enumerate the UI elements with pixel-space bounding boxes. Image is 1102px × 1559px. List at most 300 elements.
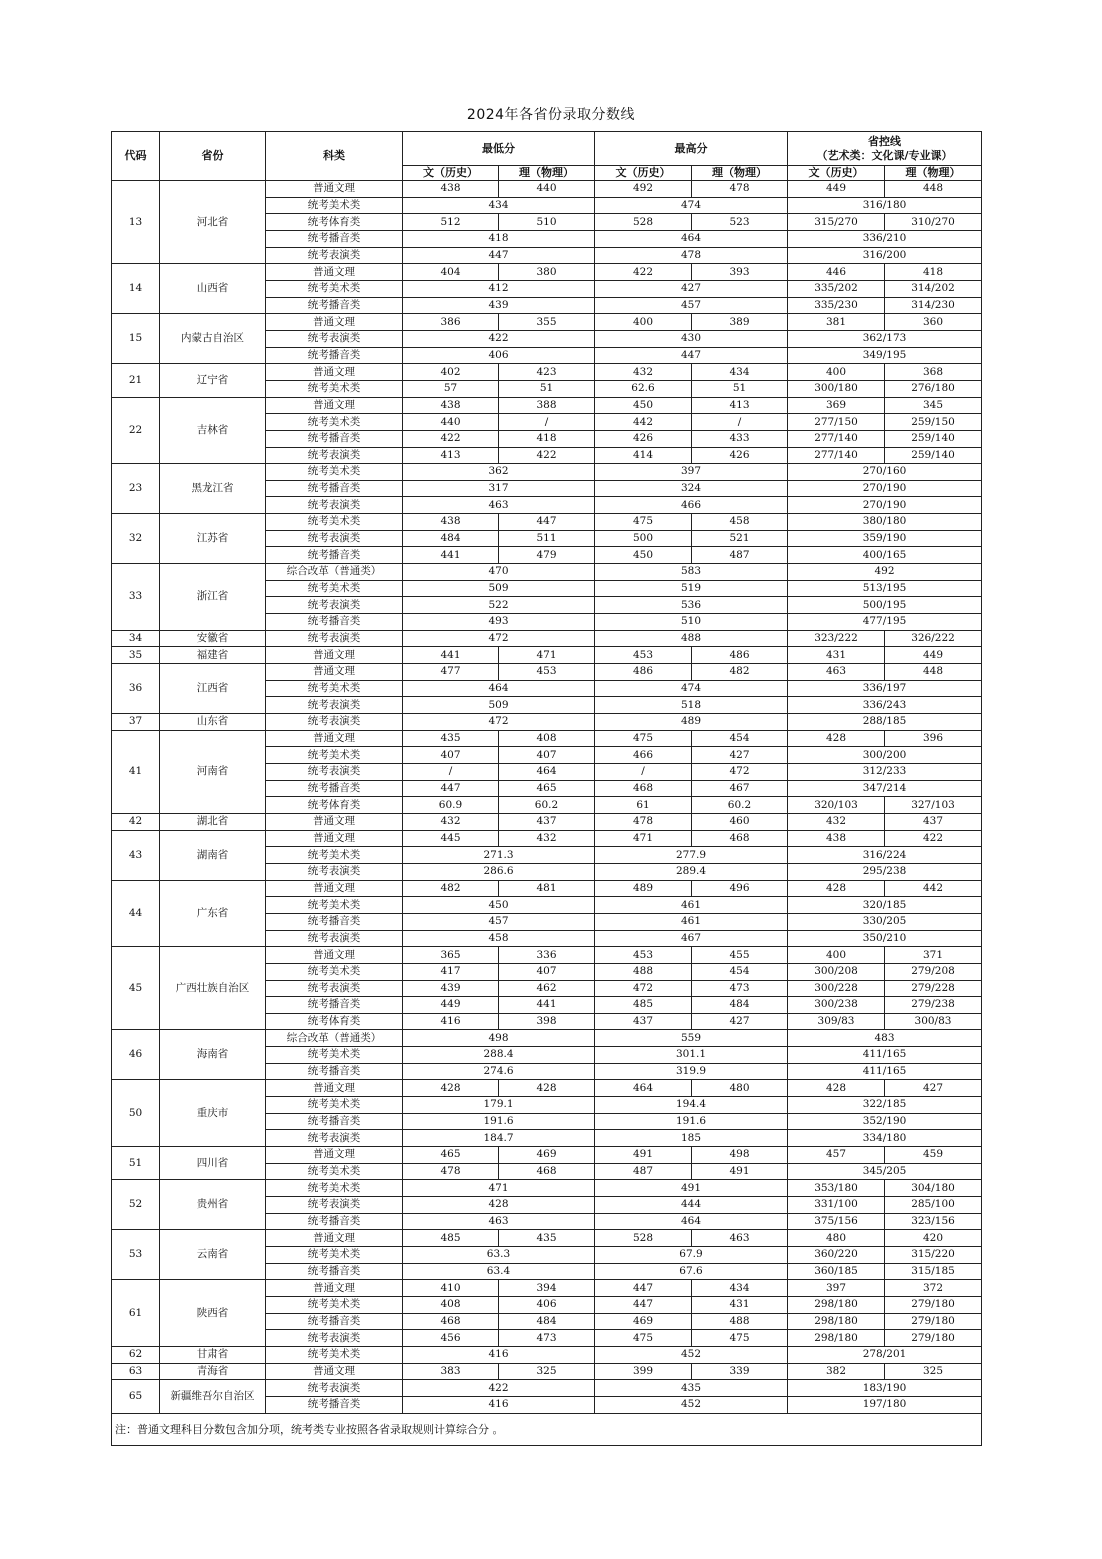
ctl-li-cell: 304/180: [885, 1180, 982, 1197]
min-wen-cell: 468: [403, 1313, 499, 1330]
ctl-wen-cell: 438: [788, 830, 885, 847]
ctl-li-cell: 327/103: [885, 797, 982, 814]
ctl-wen-cell: 360/185: [788, 1263, 885, 1280]
max-li-cell: 454: [692, 963, 788, 980]
max-li-cell: 482: [692, 664, 788, 681]
province-name: 云南省: [160, 1230, 266, 1280]
ctl-li-cell: 448: [885, 181, 982, 198]
category-cell: 统考表演类: [266, 497, 403, 514]
province-name: 甘肃省: [160, 1346, 266, 1363]
province-code: 33: [112, 564, 160, 631]
ctl-li-cell: 279/180: [885, 1296, 982, 1313]
ctl-li-cell: 276/180: [885, 380, 982, 397]
header-code: 代码: [112, 132, 160, 181]
table-row: [112, 1180, 982, 1197]
category-cell: 统考播音类: [266, 1213, 403, 1230]
min-wen-cell: 432: [403, 813, 499, 830]
max-wen-cell: 399: [595, 1363, 692, 1380]
ctl-wen-cell: 277/150: [788, 414, 885, 431]
ctl-merged-cell: 183/190: [788, 1380, 982, 1397]
ctl-wen-cell: 432: [788, 813, 885, 830]
category-cell: 普通文理: [266, 1230, 403, 1247]
category-cell: 统考美术类: [266, 1163, 403, 1180]
table-row: [112, 730, 982, 747]
province-name: 山东省: [160, 714, 266, 731]
min-merged-cell: 522: [403, 597, 595, 614]
table-row: [112, 647, 982, 664]
min-wen-cell: 57: [403, 380, 499, 397]
ctl-wen-cell: 300/208: [788, 963, 885, 980]
category-cell: 综合改革（普通类）: [266, 564, 403, 581]
min-merged-cell: 271.3: [403, 847, 595, 864]
table-row: [112, 947, 982, 964]
category-cell: 统考播音类: [266, 1396, 403, 1413]
max-li-cell: 458: [692, 514, 788, 531]
category-cell: 普通文理: [266, 364, 403, 381]
category-cell: 统考播音类: [266, 547, 403, 564]
category-cell: 统考表演类: [266, 447, 403, 464]
ctl-wen-cell: 300/180: [788, 380, 885, 397]
category-cell: 统考播音类: [266, 480, 403, 497]
min-li-cell: 511: [499, 530, 595, 547]
min-li-cell: 469: [499, 1147, 595, 1164]
province-code: 41: [112, 730, 160, 813]
min-wen-cell: 60.9: [403, 797, 499, 814]
min-wen-cell: 512: [403, 214, 499, 231]
min-merged-cell: 472: [403, 630, 595, 647]
max-wen-cell: 447: [595, 1280, 692, 1297]
table-row: [112, 1380, 982, 1397]
ctl-merged-cell: 347/214: [788, 780, 982, 797]
province-code: 13: [112, 181, 160, 264]
table-row: [112, 664, 982, 681]
province-code: 15: [112, 314, 160, 364]
province-code: 50: [112, 1080, 160, 1147]
table-row: [112, 1230, 982, 1247]
category-cell: 统考表演类: [266, 863, 403, 880]
category-cell: 普通文理: [266, 730, 403, 747]
max-merged-cell: 67.9: [595, 1247, 788, 1264]
min-wen-cell: 407: [403, 747, 499, 764]
max-merged-cell: 430: [595, 330, 788, 347]
min-merged-cell: 362: [403, 464, 595, 481]
category-cell: 普通文理: [266, 314, 403, 331]
ctl-wen-cell: 431: [788, 647, 885, 664]
max-li-cell: 472: [692, 763, 788, 780]
province-name: 重庆市: [160, 1080, 266, 1147]
min-li-cell: 418: [499, 430, 595, 447]
max-li-cell: 521: [692, 530, 788, 547]
min-li-cell: 462: [499, 980, 595, 997]
ctl-wen-cell: 360/220: [788, 1247, 885, 1264]
max-merged-cell: 427: [595, 280, 788, 297]
min-li-cell: 471: [499, 647, 595, 664]
max-merged-cell: 510: [595, 614, 788, 631]
min-wen-cell: 456: [403, 1330, 499, 1347]
max-wen-cell: 528: [595, 1230, 692, 1247]
category-cell: 统考表演类: [266, 597, 403, 614]
category-cell: 统考播音类: [266, 997, 403, 1014]
ctl-wen-cell: 428: [788, 880, 885, 897]
min-li-cell: 51: [499, 380, 595, 397]
category-cell: 统考表演类: [266, 714, 403, 731]
category-cell: 统考表演类: [266, 980, 403, 997]
ctl-merged-cell: 278/201: [788, 1346, 982, 1363]
max-li-cell: 496: [692, 880, 788, 897]
max-merged-cell: 467: [595, 930, 788, 947]
control-line-label: 省控线: [868, 134, 901, 148]
category-cell: 统考美术类: [266, 1346, 403, 1363]
max-li-cell: 434: [692, 364, 788, 381]
max-li-cell: 427: [692, 1013, 788, 1030]
max-li-cell: 480: [692, 1080, 788, 1097]
min-merged-cell: 434: [403, 197, 595, 214]
category-cell: 普通文理: [266, 1363, 403, 1380]
province-name: 海南省: [160, 1030, 266, 1080]
category-cell: 统考美术类: [266, 380, 403, 397]
min-li-cell: 479: [499, 547, 595, 564]
min-li-cell: 398: [499, 1013, 595, 1030]
min-merged-cell: 464: [403, 680, 595, 697]
category-cell: 统考美术类: [266, 847, 403, 864]
max-merged-cell: 583: [595, 564, 788, 581]
max-li-cell: 486: [692, 647, 788, 664]
category-cell: 统考播音类: [266, 1263, 403, 1280]
province-code: 42: [112, 813, 160, 830]
category-cell: 统考美术类: [266, 680, 403, 697]
max-wen-cell: 475: [595, 514, 692, 531]
max-wen-cell: 486: [595, 664, 692, 681]
max-wen-cell: 414: [595, 447, 692, 464]
ctl-wen-cell: 382: [788, 1363, 885, 1380]
min-li-cell: 441: [499, 997, 595, 1014]
ctl-merged-cell: 362/173: [788, 330, 982, 347]
min-merged-cell: 458: [403, 930, 595, 947]
max-merged-cell: 301.1: [595, 1047, 788, 1064]
min-merged-cell: 509: [403, 697, 595, 714]
min-li-cell: 428: [499, 1080, 595, 1097]
ctl-li-cell: 427: [885, 1080, 982, 1097]
min-wen-cell: 477: [403, 664, 499, 681]
province-code: 61: [112, 1280, 160, 1347]
category-cell: 统考表演类: [266, 697, 403, 714]
min-wen-cell: 402: [403, 364, 499, 381]
category-cell: 统考播音类: [266, 297, 403, 314]
ctl-merged-cell: 500/195: [788, 597, 982, 614]
min-merged-cell: 447: [403, 247, 595, 264]
table-row: [112, 1147, 982, 1164]
province-name: 内蒙古自治区: [160, 314, 266, 364]
table-row: [112, 1363, 982, 1380]
max-merged-cell: 488: [595, 630, 788, 647]
ctl-wen-cell: 298/180: [788, 1313, 885, 1330]
table-row: [112, 813, 982, 830]
table-row: [112, 564, 982, 581]
category-cell: 统考表演类: [266, 1197, 403, 1214]
max-wen-cell: 453: [595, 947, 692, 964]
category-cell: 普通文理: [266, 264, 403, 281]
max-wen-cell: 469: [595, 1313, 692, 1330]
ctl-wen-cell: 369: [788, 397, 885, 414]
category-cell: 统考美术类: [266, 197, 403, 214]
table-row: [112, 1030, 982, 1047]
min-li-cell: 407: [499, 963, 595, 980]
max-wen-cell: 464: [595, 1080, 692, 1097]
category-cell: 普通文理: [266, 647, 403, 664]
min-li-cell: 447: [499, 514, 595, 531]
min-wen-cell: 438: [403, 397, 499, 414]
category-cell: 统考美术类: [266, 514, 403, 531]
ctl-li-cell: 315/220: [885, 1247, 982, 1264]
ctl-wen-cell: 449: [788, 181, 885, 198]
max-li-cell: 523: [692, 214, 788, 231]
province-code: 63: [112, 1363, 160, 1380]
min-li-cell: 484: [499, 1313, 595, 1330]
ctl-wen-cell: 298/180: [788, 1296, 885, 1313]
min-li-cell: 510: [499, 214, 595, 231]
ctl-wen-cell: 331/100: [788, 1197, 885, 1214]
min-li-cell: 355: [499, 314, 595, 331]
min-wen-cell: 422: [403, 430, 499, 447]
max-li-cell: 431: [692, 1296, 788, 1313]
min-merged-cell: 416: [403, 1396, 595, 1413]
ctl-merged-cell: 270/190: [788, 480, 982, 497]
max-merged-cell: 518: [595, 697, 788, 714]
table-body: [112, 181, 982, 1414]
category-cell: 统考播音类: [266, 347, 403, 364]
province-code: 51: [112, 1147, 160, 1180]
ctl-merged-cell: 359/190: [788, 530, 982, 547]
min-merged-cell: 457: [403, 913, 595, 930]
province-code: 44: [112, 880, 160, 947]
ctl-merged-cell: 330/205: [788, 913, 982, 930]
max-li-cell: 460: [692, 813, 788, 830]
min-merged-cell: 472: [403, 714, 595, 731]
province-code: 14: [112, 264, 160, 314]
min-li-cell: /: [499, 414, 595, 431]
min-merged-cell: 191.6: [403, 1113, 595, 1130]
ctl-li-cell: 325: [885, 1363, 982, 1380]
min-li-cell: 325: [499, 1363, 595, 1380]
province-name: 湖南省: [160, 830, 266, 880]
min-merged-cell: 498: [403, 1030, 595, 1047]
ctl-li-cell: 368: [885, 364, 982, 381]
min-merged-cell: 471: [403, 1180, 595, 1197]
table-row: [112, 397, 982, 414]
min-wen-cell: 440: [403, 414, 499, 431]
province-code: 37: [112, 714, 160, 731]
category-cell: 统考表演类: [266, 763, 403, 780]
ctl-merged-cell: 400/165: [788, 547, 982, 564]
table-row: [112, 464, 982, 481]
category-cell: 统考播音类: [266, 1113, 403, 1130]
max-merged-cell: 452: [595, 1396, 788, 1413]
category-cell: 统考表演类: [266, 247, 403, 264]
min-merged-cell: 509: [403, 580, 595, 597]
max-li-cell: 455: [692, 947, 788, 964]
min-wen-cell: 438: [403, 514, 499, 531]
min-li-cell: 336: [499, 947, 595, 964]
category-cell: 统考美术类: [266, 414, 403, 431]
ctl-li-cell: 315/185: [885, 1263, 982, 1280]
max-li-cell: 393: [692, 264, 788, 281]
ctl-li-cell: 314/202: [885, 280, 982, 297]
min-li-cell: 473: [499, 1330, 595, 1347]
table-row: [112, 314, 982, 331]
province-name: 吉林省: [160, 397, 266, 464]
max-merged-cell: 466: [595, 497, 788, 514]
ctl-li-cell: 279/238: [885, 997, 982, 1014]
ctl-li-cell: 310/270: [885, 214, 982, 231]
ctl-wen-cell: 320/103: [788, 797, 885, 814]
header-max-li: 理（物理）: [692, 166, 788, 181]
max-merged-cell: 194.4: [595, 1097, 788, 1114]
category-cell: 统考美术类: [266, 580, 403, 597]
min-wen-cell: 438: [403, 181, 499, 198]
ctl-merged-cell: 349/195: [788, 347, 982, 364]
category-cell: 普通文理: [266, 1147, 403, 1164]
max-li-cell: 488: [692, 1313, 788, 1330]
max-li-cell: 339: [692, 1363, 788, 1380]
category-cell: 普通文理: [266, 1080, 403, 1097]
ctl-li-cell: 420: [885, 1230, 982, 1247]
ctl-wen-cell: 400: [788, 364, 885, 381]
table-row: [112, 1080, 982, 1097]
min-merged-cell: 422: [403, 330, 595, 347]
ctl-li-cell: 285/100: [885, 1197, 982, 1214]
category-cell: 统考播音类: [266, 230, 403, 247]
min-li-cell: 440: [499, 181, 595, 198]
ctl-li-cell: 372: [885, 1280, 982, 1297]
max-merged-cell: 464: [595, 1213, 788, 1230]
category-cell: 统考表演类: [266, 330, 403, 347]
province-name: 福建省: [160, 647, 266, 664]
province-code: 35: [112, 647, 160, 664]
ctl-li-cell: 360: [885, 314, 982, 331]
min-wen-cell: 465: [403, 1147, 499, 1164]
min-merged-cell: 274.6: [403, 1063, 595, 1080]
min-li-cell: 422: [499, 447, 595, 464]
category-cell: 统考表演类: [266, 630, 403, 647]
ctl-merged-cell: 513/195: [788, 580, 982, 597]
ctl-wen-cell: 277/140: [788, 447, 885, 464]
max-merged-cell: 559: [595, 1030, 788, 1047]
province-code: 36: [112, 664, 160, 714]
province-code: 34: [112, 630, 160, 647]
min-merged-cell: 463: [403, 497, 595, 514]
ctl-li-cell: 279/180: [885, 1313, 982, 1330]
province-name: 贵州省: [160, 1180, 266, 1230]
max-merged-cell: 474: [595, 680, 788, 697]
ctl-merged-cell: 197/180: [788, 1396, 982, 1413]
ctl-merged-cell: 300/200: [788, 747, 982, 764]
max-li-cell: 498: [692, 1147, 788, 1164]
category-cell: 统考美术类: [266, 280, 403, 297]
min-merged-cell: 179.1: [403, 1097, 595, 1114]
min-li-cell: 407: [499, 747, 595, 764]
category-cell: 普通文理: [266, 947, 403, 964]
max-wen-cell: 492: [595, 181, 692, 198]
ctl-li-cell: 323/156: [885, 1213, 982, 1230]
province-name: 四川省: [160, 1147, 266, 1180]
min-li-cell: 432: [499, 830, 595, 847]
min-wen-cell: 428: [403, 1080, 499, 1097]
province-name: 浙江省: [160, 564, 266, 631]
max-merged-cell: 452: [595, 1346, 788, 1363]
ctl-merged-cell: 316/200: [788, 247, 982, 264]
min-li-cell: 453: [499, 664, 595, 681]
max-li-cell: 468: [692, 830, 788, 847]
max-merged-cell: 185: [595, 1130, 788, 1147]
min-merged-cell: 418: [403, 230, 595, 247]
max-wen-cell: 472: [595, 980, 692, 997]
province-name: 江西省: [160, 664, 266, 714]
ctl-li-cell: 449: [885, 647, 982, 664]
ctl-merged-cell: 352/190: [788, 1113, 982, 1130]
max-wen-cell: 442: [595, 414, 692, 431]
min-wen-cell: 404: [403, 264, 499, 281]
table-row: [112, 364, 982, 381]
ctl-merged-cell: 336/210: [788, 230, 982, 247]
ctl-wen-cell: 335/230: [788, 297, 885, 314]
category-cell: 统考播音类: [266, 1313, 403, 1330]
max-merged-cell: 461: [595, 897, 788, 914]
min-li-cell: 380: [499, 264, 595, 281]
ctl-wen-cell: 309/83: [788, 1013, 885, 1030]
province-code: 52: [112, 1180, 160, 1230]
min-merged-cell: 406: [403, 347, 595, 364]
ctl-li-cell: 279/228: [885, 980, 982, 997]
max-merged-cell: 489: [595, 714, 788, 731]
category-cell: 统考播音类: [266, 1063, 403, 1080]
ctl-li-cell: 279/180: [885, 1330, 982, 1347]
ctl-wen-cell: 428: [788, 730, 885, 747]
category-cell: 统考表演类: [266, 1130, 403, 1147]
table-row: [112, 264, 982, 281]
min-merged-cell: 463: [403, 1213, 595, 1230]
ctl-wen-cell: 375/156: [788, 1213, 885, 1230]
ctl-merged-cell: 336/197: [788, 680, 982, 697]
max-li-cell: 426: [692, 447, 788, 464]
max-merged-cell: 277.9: [595, 847, 788, 864]
max-li-cell: 433: [692, 430, 788, 447]
min-wen-cell: 383: [403, 1363, 499, 1380]
header-min-wen: 文（历史）: [403, 166, 499, 181]
ctl-li-cell: 314/230: [885, 297, 982, 314]
ctl-merged-cell: 477/195: [788, 614, 982, 631]
category-cell: 统考美术类: [266, 897, 403, 914]
province-name: 陕西省: [160, 1280, 266, 1347]
header-province: 省份: [160, 132, 266, 181]
table-row: [112, 514, 982, 531]
max-merged-cell: 519: [595, 580, 788, 597]
province-name: 广西壮族自治区: [160, 947, 266, 1030]
min-merged-cell: 63.4: [403, 1263, 595, 1280]
min-wen-cell: 485: [403, 1230, 499, 1247]
min-li-cell: 468: [499, 1163, 595, 1180]
min-wen-cell: 365: [403, 947, 499, 964]
max-wen-cell: 471: [595, 830, 692, 847]
min-li-cell: 406: [499, 1296, 595, 1313]
ctl-merged-cell: 411/165: [788, 1063, 982, 1080]
max-wen-cell: 475: [595, 730, 692, 747]
min-merged-cell: 184.7: [403, 1130, 595, 1147]
category-cell: 综合改革（普通类）: [266, 1030, 403, 1047]
max-li-cell: 51: [692, 380, 788, 397]
category-cell: 普通文理: [266, 181, 403, 198]
min-wen-cell: 439: [403, 980, 499, 997]
ctl-wen-cell: 397: [788, 1280, 885, 1297]
